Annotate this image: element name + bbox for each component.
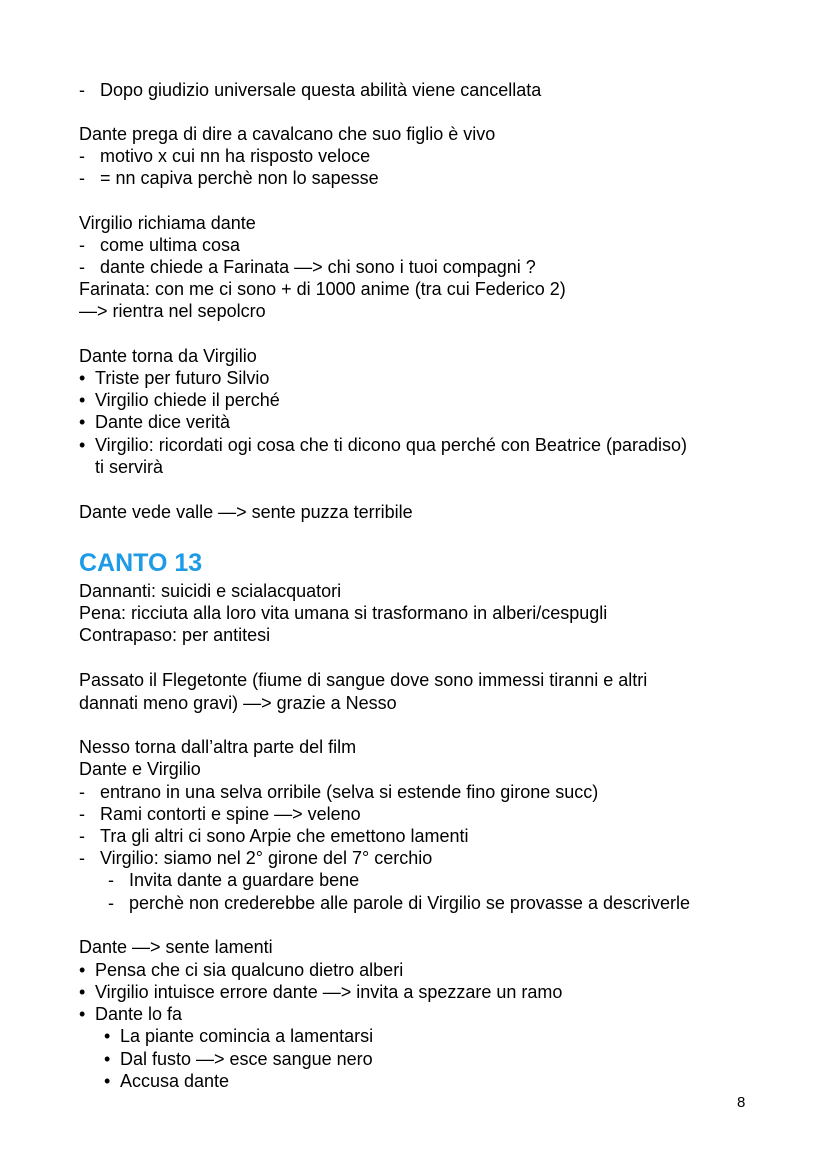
list-item: - dante chiede a Farinata —> chi sono i tuoi compagni ?	[79, 257, 536, 277]
paragraph: dannati meno gravi) —> grazie a Nesso	[79, 693, 397, 713]
paragraph: Dante torna da Virgilio	[79, 346, 257, 366]
paragraph: Farinata: con me ci sono + di 1000 anime (tra cui Federico 2)	[79, 279, 566, 299]
sub-list-item: • La piante comincia a lamentarsi	[104, 1026, 374, 1046]
sub-list-item: • Accusa dante	[104, 1071, 230, 1091]
list-item: • Virgilio chiede il perché	[79, 390, 280, 410]
list-item: • Dante lo fa	[79, 1004, 183, 1024]
paragraph: Contrapaso: per antitesi	[79, 625, 271, 645]
list-item: - Dopo giudizio universale questa abilità viene cancellata	[79, 80, 542, 100]
paragraph: Pena: ricciuta alla loro vita umana si trasformano in alberi/cespugli	[79, 603, 608, 623]
list-item-continuation: ti servirà	[95, 457, 164, 477]
list-item: • Triste per futuro Silvio	[79, 368, 270, 388]
list-item: - Rami contorti e spine —> veleno	[79, 804, 361, 824]
section-heading: CANTO 13	[79, 549, 203, 577]
list-item: - come ultima cosa	[79, 235, 241, 255]
page-number: 8	[737, 1094, 746, 1111]
list-item: • Pensa che ci sia qualcuno dietro alberi	[79, 960, 404, 980]
paragraph: Dante prega di dire a cavalcano che suo figlio è vivo	[79, 124, 496, 144]
sub-list-item: - perchè non crederebbe alle parole di Virgilio se provasse a descriverle	[108, 893, 690, 913]
sub-list-item: - Invita dante a guardare bene	[108, 870, 360, 890]
paragraph: Dante —> sente lamenti	[79, 937, 273, 957]
list-item: • Virgilio: ricordati ogi cosa che ti dicono qua perché con Beatrice (paradiso)	[79, 435, 687, 455]
paragraph: Passato il Flegetonte (fiume di sangue dove sono immessi tiranni e altri	[79, 670, 648, 690]
paragraph: Virgilio richiama dante	[79, 213, 256, 233]
list-item: • Virgilio intuisce errore dante —> invita a spezzare un ramo	[79, 982, 563, 1002]
list-item: • Dante dice verità	[79, 412, 231, 432]
list-item: - = nn capiva perchè non lo sapesse	[79, 168, 379, 188]
sub-list-item: • Dal fusto —> esce sangue nero	[104, 1049, 373, 1069]
list-item: - Virgilio: siamo nel 2° girone del 7° cerchio	[79, 848, 433, 868]
list-item: - entrano in una selva orribile (selva si estende fino girone succ)	[79, 782, 599, 802]
paragraph: —> rientra nel sepolcro	[79, 301, 266, 321]
paragraph: Dannanti: suicidi e scialacquatori	[79, 581, 342, 601]
paragraph: Dante vede valle —> sente puzza terribile	[79, 502, 413, 522]
list-item: - Tra gli altri ci sono Arpie che emettono lamenti	[79, 826, 469, 846]
paragraph: Dante e Virgilio	[79, 759, 201, 779]
list-item: - motivo x cui nn ha risposto veloce	[79, 146, 371, 166]
paragraph: Nesso torna dall’altra parte del film	[79, 737, 357, 757]
